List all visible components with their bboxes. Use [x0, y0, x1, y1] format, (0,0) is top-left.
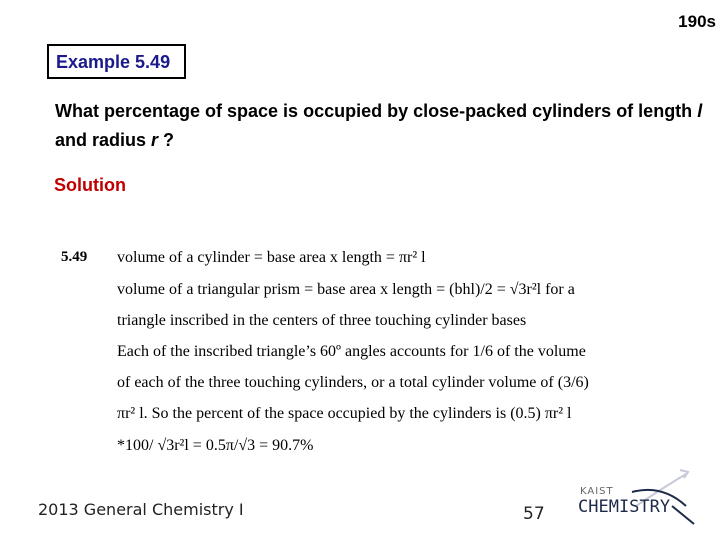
solution-label: Solution [54, 175, 126, 195]
question-part2: and radius [55, 130, 152, 150]
time-badge: 190s [678, 12, 716, 31]
solution-line: of each of the three touching cylinders, or a total cylinder volume of (3/6) [117, 374, 589, 391]
solution-line: πr² l. So the percent of the space occupied by the cylinders is (0.5) πr² l [117, 405, 572, 422]
solution-line: triangle inscribed in the centers of three touching cylinder bases [117, 312, 527, 329]
course-title: 2013 General Chemistry I [38, 500, 244, 519]
solution-line: Each of the inscribed triangle’s 60º angles accounts for 1/6 of the volume [117, 343, 586, 360]
page-number: 57 [523, 504, 545, 524]
kaist-chemistry-logo [576, 466, 700, 530]
question-text [55, 97, 705, 155]
solution-line: *100/ √3r²l = 0.5π/√3 = 90.7% [117, 437, 314, 454]
variable-r: r [151, 130, 159, 150]
question-part1: What percentage of space is occupied by close-packed cylinders of length [55, 101, 698, 121]
question-part3: ? [158, 130, 175, 150]
logo-kaist-text: KAIST [580, 486, 614, 497]
solution-line: volume of a cylinder = base area x length = πr² l [117, 249, 426, 266]
variable-l: l [697, 101, 703, 121]
example-title: Example 5.49 [47, 44, 186, 79]
solution-line: volume of a triangular prism = base area x length = (bhl)/2 = √3r²l for a [117, 281, 575, 298]
solution-number: 5.49 [61, 249, 88, 265]
logo-chemistry-text: CHEMISTRY [578, 497, 671, 517]
